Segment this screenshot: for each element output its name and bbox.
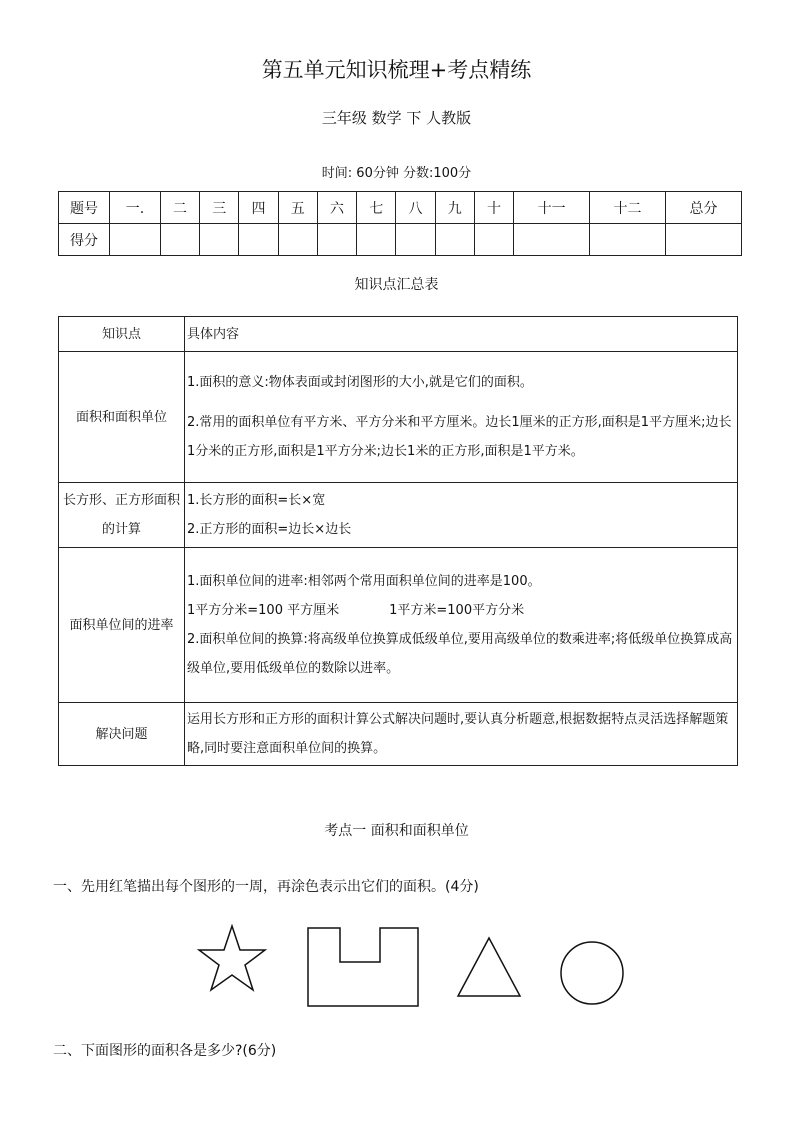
score-blank-cell xyxy=(357,224,396,256)
score-cell: 总分 xyxy=(665,192,741,224)
score-blank-cell xyxy=(435,224,474,256)
score-cell: 十一 xyxy=(514,192,590,224)
score-blank-cell xyxy=(665,224,741,256)
knowledge-topic: 解决问题 xyxy=(59,703,185,766)
knowledge-content xyxy=(185,703,738,766)
score-cell: 十 xyxy=(474,192,513,224)
content-line: 2.正方形的面积=边长×边长 xyxy=(187,522,352,537)
knowledge-row xyxy=(59,548,738,703)
header-content: 具体内容 xyxy=(185,317,738,352)
u-shape xyxy=(308,928,418,1006)
score-table xyxy=(58,191,742,256)
triangle-shape xyxy=(458,938,520,996)
question-2: 二、下面图形的面积各是多少?(6分) xyxy=(53,1043,277,1059)
score-cell: 五 xyxy=(278,192,317,224)
score-blank-cell xyxy=(110,224,161,256)
score-table-score-row xyxy=(59,224,742,256)
question-1: 一、先用红笔描出每个图形的一周，再涂色表示出它们的面积。(4分) xyxy=(53,879,479,895)
content-line: 2.面积单位间的换算:将高级单位换算成低级单位,要用高级单位的数乘进率;将低级单位换算成高级单位,要用低级单位的数除以进率。 xyxy=(187,632,733,676)
score-cell: 三 xyxy=(200,192,239,224)
knowledge-row xyxy=(59,703,738,766)
summary-table-title: 知识点汇总表 xyxy=(354,277,439,293)
time-score-info: 时间: 60分钟 分数:100分 xyxy=(321,166,472,181)
knowledge-row xyxy=(59,483,738,548)
knowledge-topic: 面积单位间的进率 xyxy=(59,548,185,703)
score-blank-cell xyxy=(160,224,199,256)
score-cell: 一. xyxy=(110,192,161,224)
score-cell: 九 xyxy=(435,192,474,224)
header-topic: 知识点 xyxy=(59,317,185,352)
content-line: 1.面积单位间的进率:相邻两个常用面积单位间的进率是100。 xyxy=(187,574,541,589)
knowledge-table xyxy=(58,316,738,766)
score-cell: 八 xyxy=(396,192,435,224)
score-blank-cell xyxy=(474,224,513,256)
content-line: 1.面积的意义:物体表面或封闭图形的大小,就是它们的面积。 xyxy=(187,375,533,390)
score-blank-cell xyxy=(239,224,278,256)
score-row-label: 得分 xyxy=(59,224,110,256)
score-cell: 题号 xyxy=(59,192,110,224)
page-title: 第五单元知识梳理+考点精练 xyxy=(261,58,532,82)
knowledge-content xyxy=(185,548,738,703)
score-cell: 四 xyxy=(239,192,278,224)
page-subtitle: 三年级 数学 下 人教版 xyxy=(321,109,472,127)
circle-shape xyxy=(561,942,623,1004)
content-line: 1.长方形的面积=长×宽 xyxy=(187,493,326,508)
content-line xyxy=(187,596,735,625)
score-blank-cell xyxy=(278,224,317,256)
knowledge-row xyxy=(59,352,738,483)
score-cell: 十二 xyxy=(590,192,666,224)
unit-conversion-2: 1平方米=100平方分米 xyxy=(389,603,525,618)
knowledge-content xyxy=(185,483,738,548)
score-blank-cell xyxy=(396,224,435,256)
score-blank-cell xyxy=(590,224,666,256)
content-line: 运用长方形和正方形的面积计算公式解决问题时,要认真分析题意,根据数据特点灵活选择解题策略,同时要注意面积单位间的换算。 xyxy=(187,712,729,756)
score-blank-cell xyxy=(317,224,356,256)
score-cell: 六 xyxy=(317,192,356,224)
unit-conversion-1: 1平方分米=100 平方厘米 xyxy=(187,603,340,618)
score-table-header-row xyxy=(59,192,742,224)
star-shape xyxy=(199,926,265,990)
score-blank-cell xyxy=(514,224,590,256)
knowledge-topic: 长方形、正方形面积的计算 xyxy=(59,483,185,548)
knowledge-topic: 面积和面积单位 xyxy=(59,352,185,483)
shapes-figure xyxy=(190,920,630,1010)
knowledge-content xyxy=(185,352,738,483)
section-title: 考点一 面积和面积单位 xyxy=(324,823,469,839)
knowledge-table-header xyxy=(59,317,738,352)
score-cell: 七 xyxy=(357,192,396,224)
content-line: 2.常用的面积单位有平方米、平方分米和平方厘米。边长1厘米的正方形,面积是1平方厘米;边长1分米的正方形,面积是1平方分米;边长1米的正方形,面积是1平方米。 xyxy=(187,415,732,459)
score-blank-cell xyxy=(200,224,239,256)
score-cell: 二 xyxy=(160,192,199,224)
